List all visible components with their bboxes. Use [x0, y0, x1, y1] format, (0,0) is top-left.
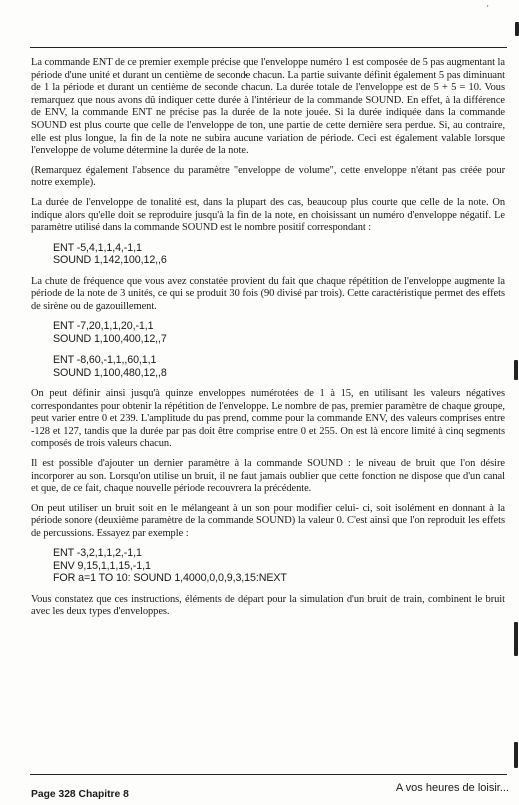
paragraph-4: La chute de fréquence que vous avez constatée provient du fait que chaque répétition de l'enveloppe augmente la période de la note de 3 unités, ce qui se produit 30 fois (90 divisé par trois). Cette caractéristique permet des effets de sirène ou de gazouillement. [31, 275, 505, 312]
scan-mark-lower [514, 622, 518, 656]
paragraph-8: Vous constatez que ces instructions, éléments de départ pour la simulation d'un bruit de train, combinent le bruit avec les deux types d'enveloppes. [31, 593, 505, 618]
code-line: SOUND 1,100,400,12,,7 [53, 332, 167, 345]
scan-mark-mid [514, 360, 518, 380]
scan-mark-bottom [514, 742, 518, 768]
bottom-rule [30, 774, 507, 775]
paragraph-7: On peut utiliser un bruit soit en le mélangeant à un son pour modifier celui- ci, soit isolément en donnant à la période sonore (deuxième paramètre de la commande SOUND) la valeur 0. C'est ainsi que l'on reproduit les effets de percussions. Essayez par exemple : [31, 502, 505, 539]
code-line: ENV 9,15,1,1,15,-1,1 [53, 559, 151, 572]
page-number-label: Page 328 Chapitre 8 [31, 789, 129, 800]
code-line: ENT -8,60,-1,1,,60,1,1 [53, 354, 157, 367]
code-line: ENT -7,20,1,1,20,-1,1 [53, 320, 154, 333]
paragraph-2: (Remarquez également l'absence du paramètre "enveloppe de volume", cette enveloppe n'étant pas créée pour notre exemple). [31, 164, 505, 189]
code-block-1 [31, 242, 505, 267]
code-line: SOUND 1,100,480,12,,8 [53, 366, 167, 379]
code-block-4 [31, 547, 505, 584]
header-mark: ' [487, 4, 489, 13]
page-body [31, 57, 505, 626]
scan-mark-top [515, 22, 519, 36]
code-block-2 [31, 320, 505, 345]
code-line: ENT -5,4,1,1,4,-1,1 [53, 241, 142, 254]
code-block-3 [31, 354, 505, 379]
code-line: ENT -3,2,1,1,2,-1,1 [53, 547, 142, 560]
code-line: FOR a=1 TO 10: SOUND 1,4000,0,0,9,3,15:NEXT [53, 572, 287, 585]
paragraph-6: Il est possible d'ajouter un dernier paramètre à la commande SOUND : le niveau de bruit que l'on désire incorporer au son. Lorsqu'on utilise un bruit, il ne faut jamais oublier que cette fonction ne dispose que d'un canal et que, de ce fait, chaque nouvelle période recouvrera la précédente. [31, 457, 505, 495]
paragraph-5: On peut définir ainsi jusqu'à quinze enveloppes numérotées de 1 à 15, en utilisant les valeurs négatives correspondantes pour obtenir la répétition de l'enveloppe. Le nombre de pas, premier paramètre de chaque groupe, peut varier entre 0 et 239. L'amplitude du pas prend, comme pour la commande ENV, des valeurs comprises entre -128 et 127, tandis que la durée par pas doit être comprise entre 0 et 255. On est là encore limité à cinq segments composés de trois valeurs chacun. [31, 387, 505, 450]
paragraph-3: La durée de l'enveloppe de tonalité est, dans la plupart des cas, beaucoup plus courte que celle de la note. On indique alors qu'elle doit se reproduire jusqu'à la fin de la note, en choisissant un numéro d'enveloppe négatif. Le paramètre utilisé dans la commande SOUND est le nombre positif correspondant : [31, 196, 505, 234]
book-title-footer: A vos heures de loisir... [395, 782, 509, 794]
top-rule [30, 47, 507, 48]
paragraph-1: La commande ENT de ce premier exemple précise que l'enveloppe numéro 1 est composée de 5 pas augmentant la période d'une unité et durant un centième de seconde chacun. La partie suivante définit également 5 pas diminuant de 1 la période et durant un centième de seconde chacun. La durée totale de l'enveloppe est de 5 + 5 = 10. Vous remarquez que nous avons dû indiquer cette durée à l'intérieur de la commande SOUND. En effet, à la différence de ENV, la commande ENT ne précise pas la durée de la note jouée. Si la durée indiquée dans la commande SOUND est plus courte que celle de l'enveloppe de ton, une partie de cette dernière sera perdue. Si, au contraire, elle est plus longue, la fin de la note ne subira aucune variation de période. Ceci est également valable lorsque l'enveloppe de volume détermine la durée de la note. [31, 57, 505, 157]
code-line: SOUND 1,142,100,12,,6 [53, 254, 167, 267]
